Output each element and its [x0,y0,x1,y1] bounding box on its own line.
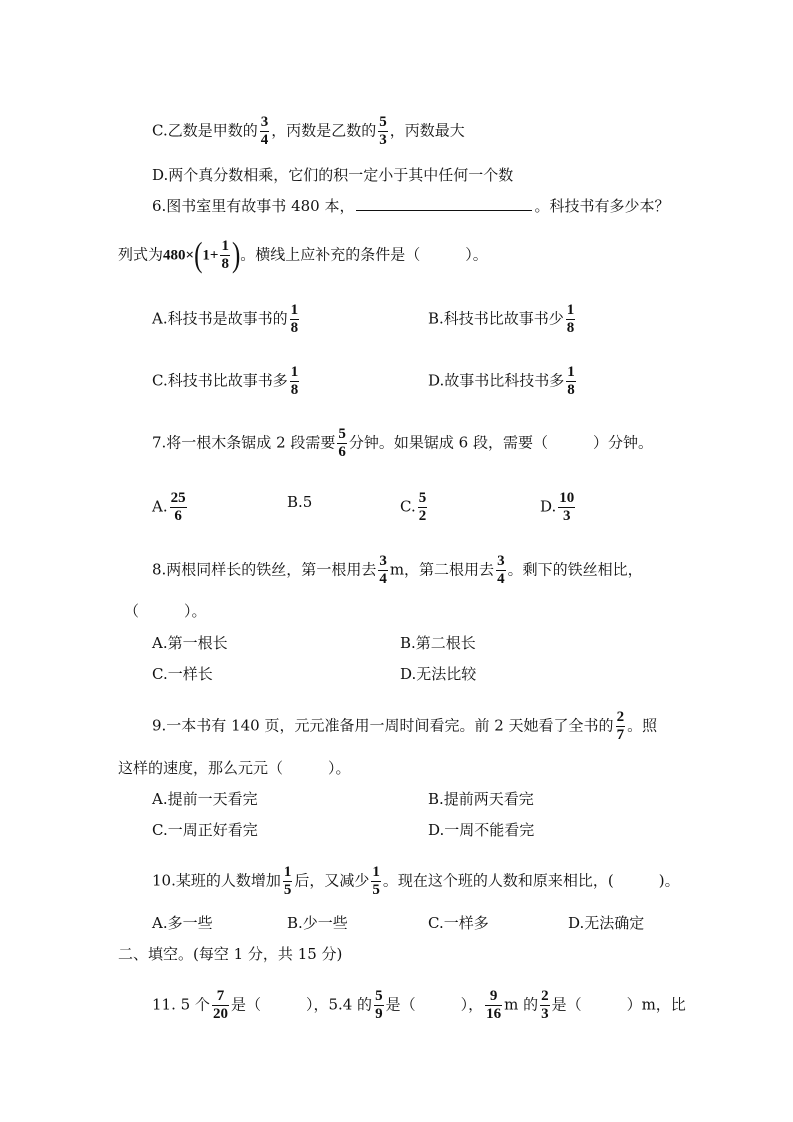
q9-option-b: B.提前两天看完 [428,790,534,808]
q6-question-line2 [118,235,488,274]
fraction: $\frac{1}{8}$ [290,364,299,398]
fraction: $\frac{3}{4}$ [379,553,387,587]
q6-expr-number: 480 [163,247,186,264]
q6-text-post: 。科技书有多少本？ [534,197,670,215]
fraction: $\frac{1}{5}$ [283,864,292,898]
q6-option-a: A.科技书是故事书的 $\frac{1}{8}$ [152,302,299,336]
q5-c-text-1: C.乙数是甲数的 [152,121,258,140]
q6-text-pre: 6.图书室里有故事书 480 本， [152,197,355,215]
q6-option-c: C.科技书比故事书多 $\frac{1}{8}$ [152,364,299,398]
q7-option-a: A. $\frac{25}{6}$ [152,490,186,524]
q8-answer-paren: （ ）。 [124,602,207,620]
q6-expr-one: 1 [202,247,210,264]
q5-c-text-2: ，丙数是乙数的 [271,121,377,140]
fraction: $\frac{5}{2}$ [418,490,427,524]
q9-question-line2: 这样的速度，那么元元（ ）。 [118,759,351,777]
q10-option-b: B.少一些 [287,914,348,932]
right-paren: ) [231,235,241,274]
fraction: $\frac{2}{3}$ [541,988,549,1022]
q9-option-c: C.一周正好看完 [152,821,258,839]
q9-question: 9.一本书有 140 页，元元准备用一周时间看完。前 2 天她看了全书的 $\frac{2}{7}$ 。照 [152,709,658,743]
q6-option-d: D.故事书比科技书多 $\frac{1}{8}$ [428,364,575,398]
q6-answer-blank [356,196,532,211]
fraction: $\frac{5}{6}$ [338,426,346,460]
q8-option-a: A.第一根长 [152,634,228,652]
section-heading-fill-in: 二、填空。(每空 1 分，共 15 分) [118,945,343,963]
fraction: $\frac{1}{8}$ [221,238,229,272]
q8-option-b: B.第二根长 [400,634,476,652]
q8-question: 8.两根同样长的铁丝，第一根用去 $\frac{3}{4}$ m，第二根用去 $\frac{3}{4}$ 。剩下的铁丝相比， [152,553,643,587]
fraction: $\frac{2}{7}$ [616,709,625,743]
q11-question: 11. 5 个 $\frac{7}{20}$ 是（ ），5.4 的 $\frac{5}{9}$ 是（ ）， $\frac{9}{16}$ m 的 $\frac{2}{3}$ 是（ ）m，比 [152,988,686,1022]
q6-expr-plus: + [209,247,219,264]
q10-option-c: C.一样多 [428,914,489,932]
q6-formula-label: 列式为 [118,245,164,264]
left-paren: ( [194,235,203,274]
fraction: $\frac{9}{16}$ [486,988,502,1022]
fraction: $\frac{3}{4}$ [260,114,269,148]
q6-option-b: B.科技书比故事书少 $\frac{1}{8}$ [428,302,575,336]
fraction: $\frac{7}{20}$ [212,988,228,1022]
fraction: $\frac{10}{3}$ [559,490,575,524]
q7-option-b: B.5 [287,493,313,511]
fraction: $\frac{1}{8}$ [567,364,575,398]
q8-option-c: C.一样长 [152,665,213,683]
fraction: $\frac{1}{8}$ [290,302,299,336]
q7-option-c: C. $\frac{5}{2}$ [400,490,427,524]
q10-option-a: A.多一些 [152,914,213,932]
q6-question-line1 [152,196,670,216]
fraction: $\frac{5}{3}$ [379,114,387,148]
q9-option-a: A.提前一天看完 [152,790,258,808]
q6-expr-times: × [185,247,195,264]
q8-option-d: D.无法比较 [400,665,477,683]
q7-option-d: D. $\frac{10}{3}$ [540,490,575,524]
q10-question: 10.某班的人数增加 $\frac{1}{5}$ 后，又减少 $\frac{1}{5}$ 。现在这个班的人数和原来相比，( )。 [152,864,680,898]
q10-option-d: D.无法确定 [568,914,645,932]
fraction: $\frac{3}{4}$ [497,553,505,587]
fraction: $\frac{5}{9}$ [375,988,383,1022]
q5-option-d: D.两个真分数相乘，它们的积一定小于其中任何一个数 [152,166,514,184]
q5-c-text-3: ，丙数最大 [389,121,465,140]
q9-option-d: D.一周不能看完 [428,821,535,839]
q6-text-post2: 。横线上应补充的条件是（ ）。 [240,245,488,264]
q7-question: 7.将一根木条锯成 2 段需要 $\frac{5}{6}$ 分钟。如果锯成 6 段，需要（ ）分钟。 [152,426,653,460]
q5-option-c [152,114,465,149]
fraction: $\frac{1}{8}$ [566,302,575,336]
fraction: $\frac{1}{5}$ [372,864,380,898]
fraction: $\frac{25}{6}$ [170,490,186,524]
